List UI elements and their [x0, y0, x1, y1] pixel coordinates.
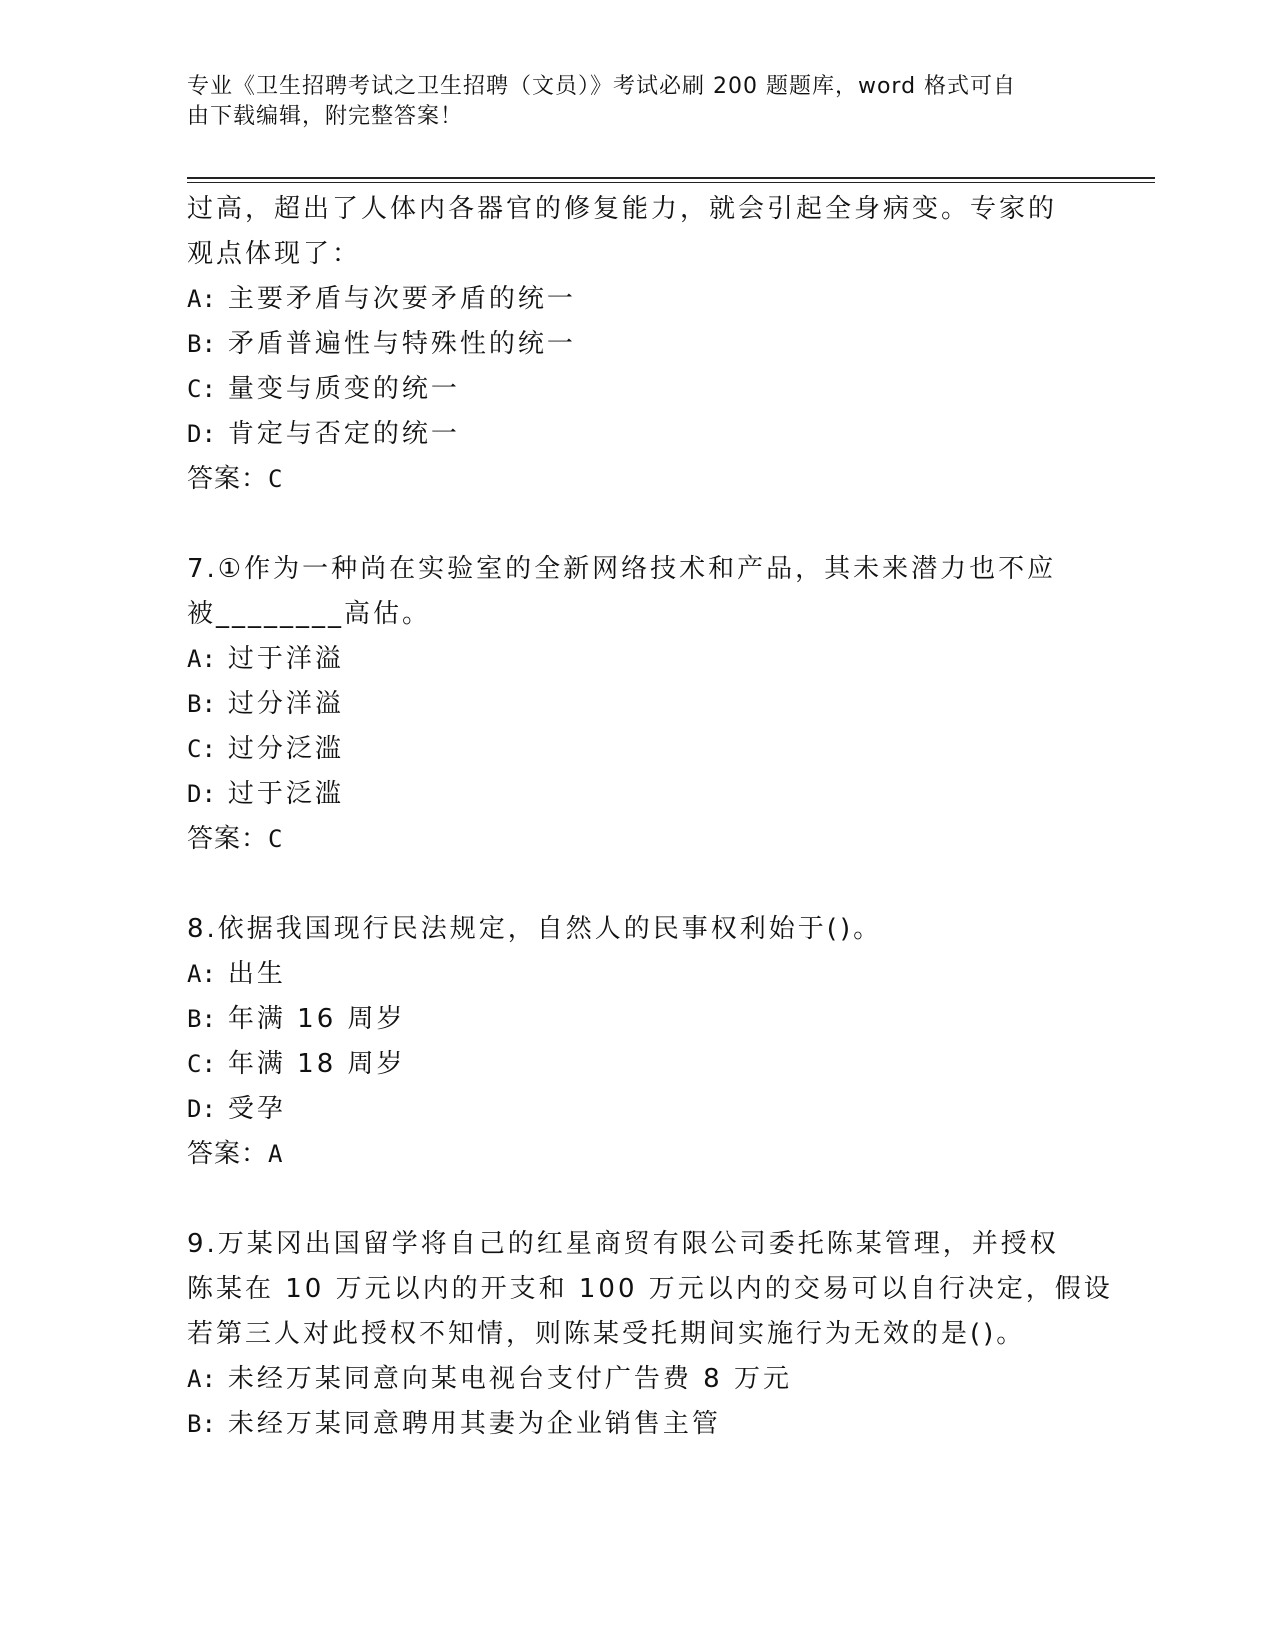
- option-text: 出生: [227, 959, 286, 989]
- option-letter: A:: [187, 1365, 216, 1393]
- option-letter: B:: [187, 1410, 216, 1438]
- option-b: [187, 682, 1087, 727]
- question-stem-line: 观点体现了：: [187, 239, 362, 269]
- header-divider-thick: [187, 177, 1155, 179]
- option-letter: B:: [187, 1005, 216, 1033]
- question-stem-line: 7.①作为一种尚在实验室的全新网络技术和产品，其未来潜力也不应: [187, 554, 1057, 584]
- option-text: 量变与质变的统一: [227, 374, 460, 404]
- option-d: [187, 1087, 1087, 1132]
- option-text: 过于泛滥: [227, 779, 344, 809]
- option-b: [187, 997, 1087, 1042]
- answer-value: C: [268, 825, 284, 853]
- option-d: [187, 772, 1087, 817]
- option-text: 肯定与否定的统一: [227, 419, 460, 449]
- question-stem-line: 8.依据我国现行民法规定，自然人的民事权利始于()。: [187, 914, 883, 944]
- option-b: [187, 322, 1087, 367]
- question-stem-line: 过高，超出了人体内各器官的修复能力，就会引起全身病变。专家的: [187, 194, 1058, 224]
- header-title-line-1: 专业《卫生招聘考试之卫生招聘（文员）》考试必刷 200 题题库，word 格式可自: [187, 74, 1017, 99]
- option-letter: D:: [187, 420, 216, 448]
- option-letter: B:: [187, 690, 216, 718]
- option-text: 主要矛盾与次要矛盾的统一: [227, 284, 576, 314]
- option-letter: B:: [187, 330, 216, 358]
- option-text: 过分泛滥: [227, 734, 344, 764]
- answer-value: C: [268, 465, 284, 493]
- answer-line: [187, 457, 1087, 502]
- answer-value: A: [268, 1140, 284, 1168]
- option-letter: C:: [187, 735, 216, 763]
- option-letter: D:: [187, 1095, 216, 1123]
- question-continued: [187, 187, 1087, 502]
- option-a: [187, 1357, 1087, 1402]
- option-letter: C:: [187, 1050, 216, 1078]
- option-text: 年满 16 周岁: [227, 1004, 406, 1034]
- question-stem-line: 9.万某冈出国留学将自己的红星商贸有限公司委托陈某管理，并授权: [187, 1229, 1059, 1259]
- answer-label: 答案：: [187, 464, 269, 494]
- option-d: [187, 412, 1087, 457]
- answer-label: 答案：: [187, 824, 269, 854]
- option-letter: A:: [187, 645, 216, 673]
- option-a: [187, 277, 1087, 322]
- option-a: [187, 637, 1087, 682]
- option-a: [187, 952, 1087, 997]
- question-8: [187, 907, 1087, 1177]
- question-stem-line: 陈某在 10 万元以内的开支和 100 万元以内的交易可以自行决定，假设: [187, 1274, 1113, 1304]
- option-c: [187, 1042, 1087, 1087]
- option-letter: A:: [187, 960, 216, 988]
- spacer: [187, 862, 1087, 907]
- question-stem-line: 若第三人对此授权不知情，则陈某受托期间实施行为无效的是()。: [187, 1319, 1026, 1349]
- option-text: 未经万某同意向某电视台支付广告费 8 万元: [227, 1364, 792, 1394]
- header-divider-thin: [187, 182, 1155, 183]
- spacer: [187, 1177, 1087, 1222]
- option-text: 过分洋溢: [227, 689, 344, 719]
- option-c: [187, 727, 1087, 772]
- answer-line: [187, 817, 1087, 862]
- option-letter: A:: [187, 285, 216, 313]
- question-7: [187, 547, 1087, 862]
- document-header: [187, 72, 1067, 132]
- option-text: 年满 18 周岁: [227, 1049, 406, 1079]
- answer-line: [187, 1132, 1087, 1177]
- option-letter: D:: [187, 780, 216, 808]
- question-9: [187, 1222, 1113, 1447]
- option-letter: C:: [187, 375, 216, 403]
- spacer: [187, 502, 1087, 547]
- question-list: [187, 187, 1113, 1447]
- option-c: [187, 367, 1087, 412]
- option-b: [187, 1402, 1087, 1447]
- answer-label: 答案：: [187, 1139, 269, 1169]
- option-text: 受孕: [227, 1094, 286, 1124]
- option-text: 过于洋溢: [227, 644, 344, 674]
- header-title-line-2: 由下载编辑，附完整答案！: [187, 104, 464, 129]
- question-stem-line: 被________高估。: [187, 599, 432, 629]
- option-text: 矛盾普遍性与特殊性的统一: [227, 329, 576, 359]
- option-text: 未经万某同意聘用其妻为企业销售主管: [227, 1409, 721, 1439]
